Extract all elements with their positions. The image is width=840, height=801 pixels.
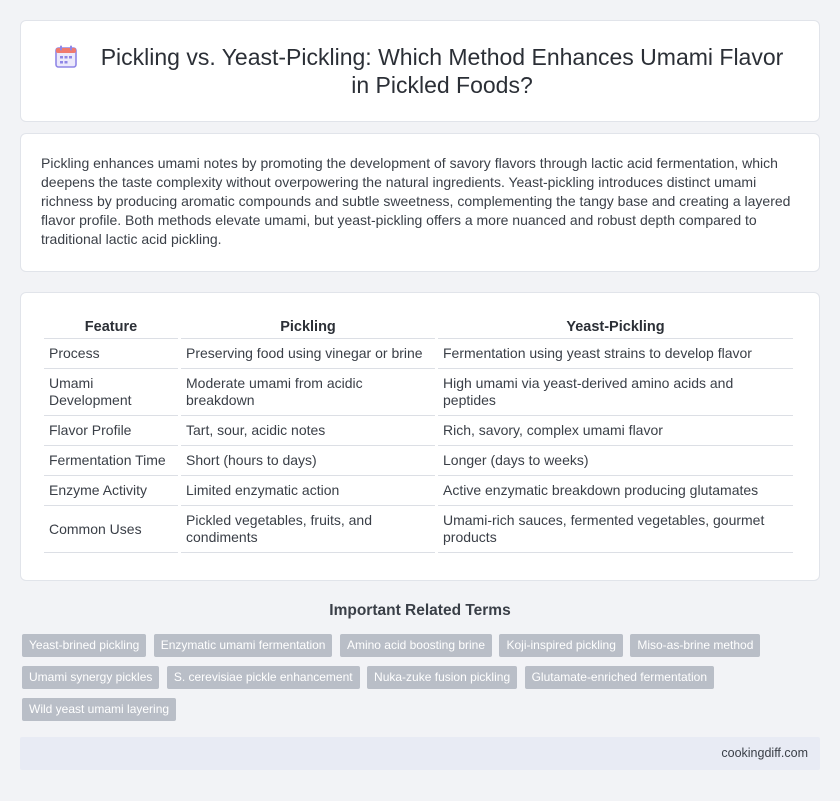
table-cell-pickling: Moderate umami from acidic breakdown: [181, 369, 435, 416]
table-cell-yeast-pickling: High umami via yeast-derived amino acids and peptides: [438, 369, 793, 416]
table-row: [44, 339, 793, 369]
table-cell-feature: Common Uses: [44, 506, 178, 553]
table-cell-yeast-pickling: Longer (days to weeks): [438, 446, 793, 476]
comparison-card: [20, 292, 820, 581]
related-term-tag[interactable]: S. cerevisiae pickle enhancement: [167, 666, 360, 689]
related-terms-title: Important Related Terms: [329, 602, 511, 619]
table-cell-yeast-pickling: Active enzymatic breakdown producing glutamates: [438, 476, 793, 506]
table-cell-feature: Flavor Profile: [44, 416, 178, 446]
related-term-tag[interactable]: Yeast-brined pickling: [22, 634, 146, 657]
table-cell-feature: Umami Development: [44, 369, 178, 416]
related-term-tag[interactable]: Amino acid boosting brine: [340, 634, 492, 657]
table-cell-pickling: Pickled vegetables, fruits, and condiments: [181, 506, 435, 553]
table-cell-feature: Enzyme Activity: [44, 476, 178, 506]
table-cell-pickling: Preserving food using vinegar or brine: [181, 339, 435, 369]
table-row: [44, 416, 793, 446]
intro-card: [20, 133, 820, 272]
table-row: [44, 506, 793, 553]
related-terms-list: [22, 634, 812, 730]
comparison-table: [41, 315, 796, 553]
table-cell-pickling: Tart, sour, acidic notes: [181, 416, 435, 446]
footer-site-link[interactable]: cookingdiff.com: [721, 746, 808, 760]
table-cell-yeast-pickling: Rich, savory, complex umami flavor: [438, 416, 793, 446]
table-cell-pickling: Limited enzymatic action: [181, 476, 435, 506]
header-card: [20, 20, 820, 122]
column-header-yeast-pickling: Yeast-Pickling: [438, 315, 793, 339]
intro-paragraph: Pickling enhances umami notes by promoting the development of savory flavors through lactic acid fermentation, which deepens the taste complexity without overpowering the natural ingredients. Yeast-pickling introduces distinct umami richness by producing aromatic compounds and subtle sweetness, complementing the tangy base and creating a layered flavor profile. Both methods elevate umami, but yeast-pickling offers a more nuanced and robust depth compared to traditional lactic acid pickling.: [41, 155, 791, 247]
related-term-tag[interactable]: Koji-inspired pickling: [499, 634, 622, 657]
related-term-tag[interactable]: Nuka-zuke fusion pickling: [367, 666, 517, 689]
table-row: [44, 476, 793, 506]
footer: [20, 737, 820, 770]
table-header-row: [44, 315, 793, 339]
table-cell-yeast-pickling: Fermentation using yeast strains to develop flavor: [438, 339, 793, 369]
related-term-tag[interactable]: Miso-as-brine method: [630, 634, 760, 657]
related-term-tag[interactable]: Umami synergy pickles: [22, 666, 159, 689]
related-term-tag[interactable]: Enzymatic umami fermentation: [154, 634, 333, 657]
table-cell-yeast-pickling: Umami-rich sauces, fermented vegetables, gourmet products: [438, 506, 793, 553]
table-row: [44, 369, 793, 416]
calendar-icon: [51, 42, 81, 72]
related-term-tag[interactable]: Glutamate-enriched fermentation: [525, 666, 714, 689]
table-row: [44, 446, 793, 476]
page-title: Pickling vs. Yeast-Pickling: Which Method Enhances Umami Flavor in Pickled Foods?: [100, 44, 784, 98]
column-header-feature: Feature: [44, 315, 178, 339]
table-cell-feature: Fermentation Time: [44, 446, 178, 476]
table-cell-feature: Process: [44, 339, 178, 369]
column-header-pickling: Pickling: [181, 315, 435, 339]
related-term-tag[interactable]: Wild yeast umami layering: [22, 698, 176, 721]
table-cell-pickling: Short (hours to days): [181, 446, 435, 476]
